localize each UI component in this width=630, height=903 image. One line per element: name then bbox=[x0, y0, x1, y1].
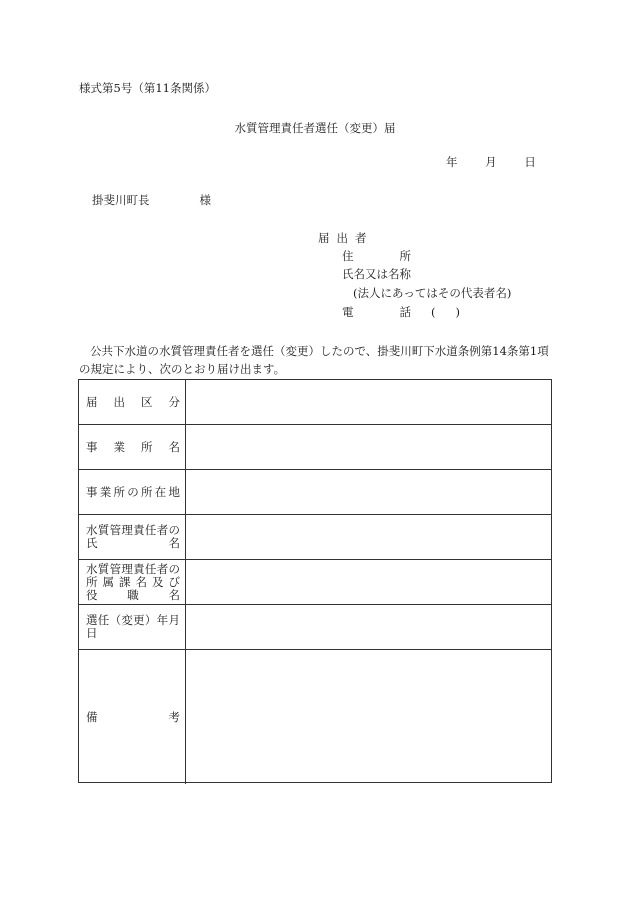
table-row bbox=[79, 650, 551, 784]
addressee-name: 掛斐川町長 bbox=[92, 193, 150, 207]
applicant-phone-label bbox=[342, 305, 460, 319]
row-label bbox=[79, 560, 186, 604]
phone-paren-close: ) bbox=[455, 305, 460, 319]
row-value-cell[interactable] bbox=[186, 425, 551, 469]
document-title: 水質管理責任者選任（変更）届 bbox=[234, 121, 396, 135]
addressee bbox=[92, 193, 211, 207]
row-value-cell[interactable] bbox=[186, 605, 551, 649]
row-label-line: 事業所の所在地 bbox=[86, 484, 180, 499]
row-label bbox=[79, 470, 186, 514]
date-line bbox=[446, 155, 536, 169]
row-value-cell[interactable] bbox=[186, 560, 551, 604]
phone-label-part1: 電 bbox=[342, 305, 354, 319]
row-label-line: 選任（変更）年月日 bbox=[86, 613, 180, 640]
row-label bbox=[79, 380, 186, 424]
row-label-line: 水質管理責任者の bbox=[86, 561, 180, 576]
row-label-line: 氏名 bbox=[86, 536, 180, 550]
row-label bbox=[79, 650, 186, 784]
phone-label-part2: 話 bbox=[399, 305, 411, 319]
row-label-line: 所属課名及び bbox=[86, 574, 180, 589]
row-label bbox=[79, 605, 186, 649]
row-value-cell[interactable] bbox=[186, 470, 551, 514]
row-label-line: 水質管理責任者の bbox=[86, 523, 180, 537]
phone-paren-open: ( bbox=[431, 305, 436, 319]
row-label-line: 事業所名 bbox=[86, 439, 180, 454]
table-row bbox=[79, 425, 551, 470]
date-day-label: 日 bbox=[524, 155, 536, 169]
date-month-label: 月 bbox=[485, 155, 497, 169]
row-label bbox=[79, 515, 186, 559]
applicant-heading: 届出者 bbox=[318, 231, 374, 245]
table-row bbox=[79, 380, 551, 425]
applicant-name-label: 氏名又は名称 bbox=[342, 267, 411, 281]
table-row bbox=[79, 605, 551, 650]
row-label-line: 届出区分 bbox=[86, 394, 180, 409]
row-value-cell[interactable] bbox=[186, 515, 551, 559]
row-value-cell[interactable] bbox=[186, 380, 551, 424]
form-number: 様式第5号（第11条関係） bbox=[79, 81, 216, 95]
date-year-label: 年 bbox=[446, 155, 458, 169]
notification-table bbox=[78, 379, 552, 783]
row-label bbox=[79, 425, 186, 469]
row-label-line: 備考 bbox=[86, 709, 180, 724]
address-label-part2: 所 bbox=[399, 249, 411, 263]
address-label-part1: 住 bbox=[342, 249, 354, 263]
addressee-honorific: 様 bbox=[199, 193, 211, 207]
row-label-line: 役職名 bbox=[86, 587, 180, 602]
table-row bbox=[79, 515, 551, 560]
applicant-address-label bbox=[342, 249, 411, 263]
table-row bbox=[79, 470, 551, 515]
row-value-cell[interactable] bbox=[186, 650, 551, 784]
statement-text: 公共下水道の水質管理責任者を選任（変更）したので、掛斐川町下水道条例第14条第1項の規定により、次のとおり届け出ます。 bbox=[79, 344, 549, 376]
table-row bbox=[79, 560, 551, 605]
applicant-name-note: (法人にあってはその代表者名) bbox=[353, 286, 512, 300]
